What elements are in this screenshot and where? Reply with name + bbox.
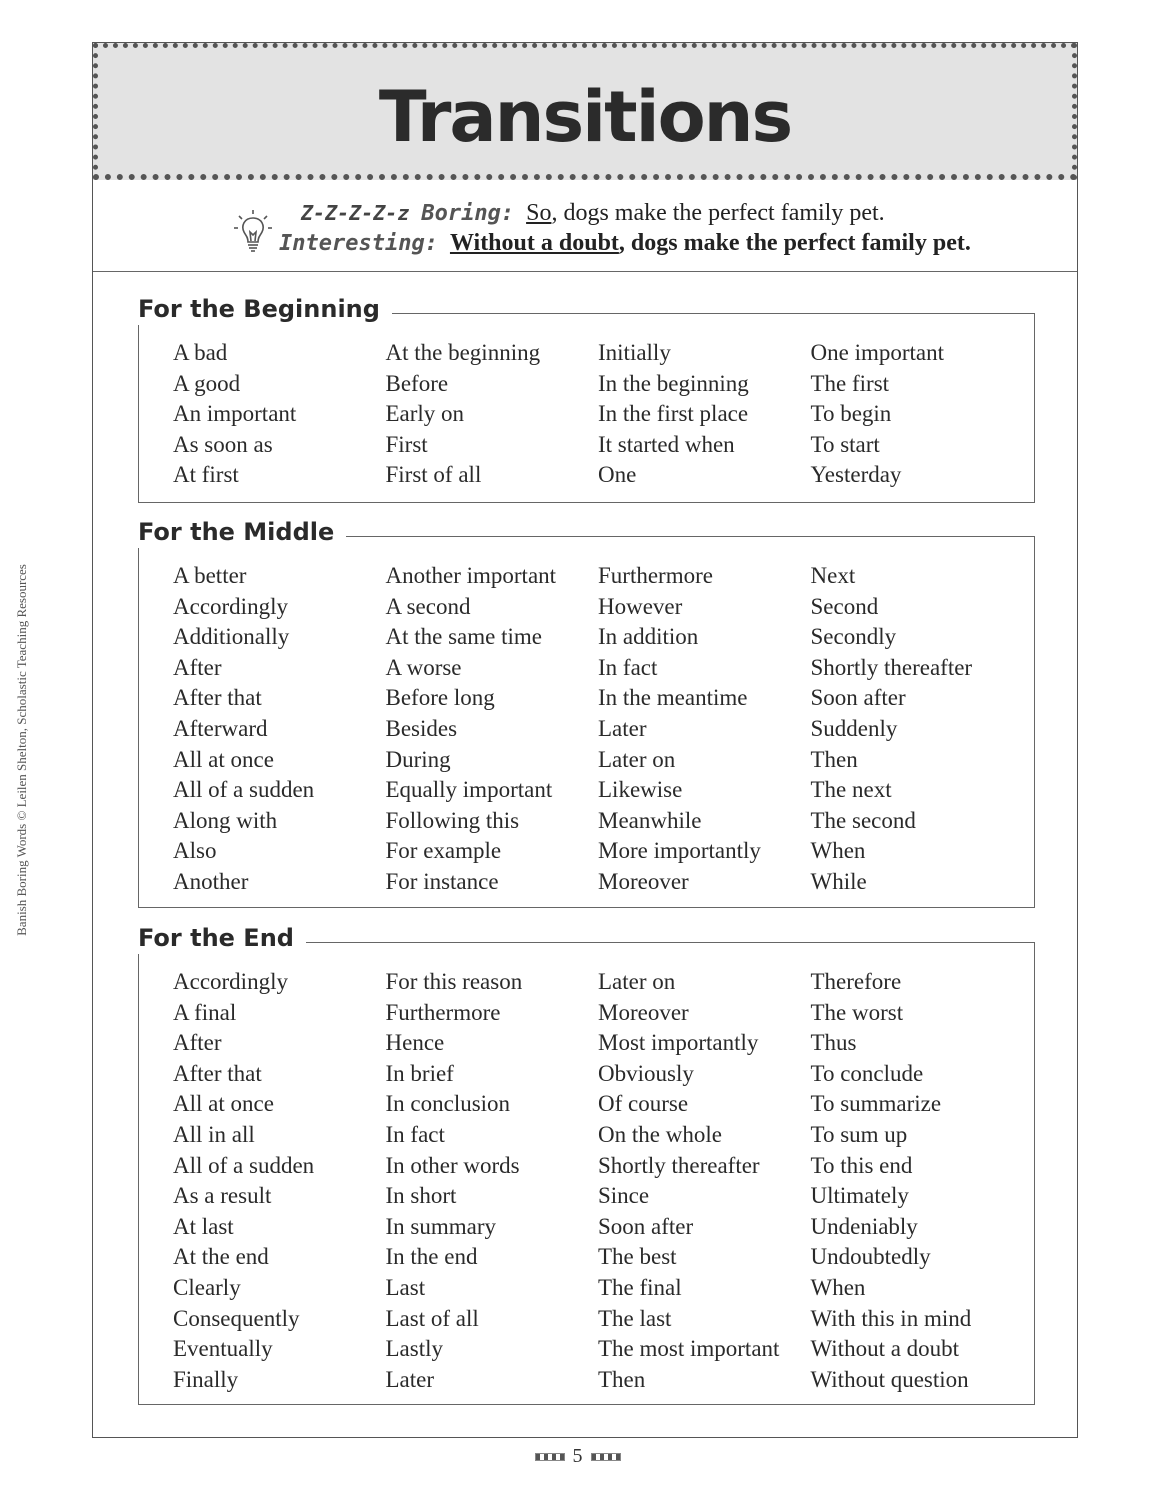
transition-word: In fact — [598, 654, 658, 680]
transition-word: Last of all — [385, 1305, 479, 1331]
transition-word: To summarize — [810, 1091, 942, 1117]
transition-word: Soon after — [810, 685, 906, 711]
transition-word: Before long — [385, 685, 495, 711]
transition-word: When — [810, 838, 866, 864]
worksheet-page — [92, 42, 1078, 1438]
transition-word: Last — [385, 1274, 426, 1300]
section-heading: For the Beginning — [138, 293, 392, 325]
transition-word: Along with — [173, 807, 278, 833]
transition-word: Obviously — [598, 1060, 694, 1086]
transition-word: Second — [810, 593, 879, 619]
transition-word: All of a sudden — [173, 1152, 315, 1178]
transition-word: The worst — [810, 999, 904, 1025]
transition-word: After — [173, 654, 222, 680]
transition-word: The best — [598, 1244, 677, 1270]
transition-word: Moreover — [598, 999, 689, 1025]
transition-word: Since — [598, 1183, 650, 1209]
transition-word: All at once — [173, 746, 274, 772]
transition-word: To sum up — [810, 1121, 908, 1147]
transition-word: Shortly thereafter — [810, 654, 973, 680]
transition-word: The most important — [598, 1336, 780, 1362]
transition-word: At the same time — [385, 624, 542, 650]
transition-word: Eventually — [173, 1336, 273, 1362]
example-panel — [93, 180, 1077, 272]
transition-word: At the end — [173, 1244, 269, 1270]
transition-word: Also — [173, 838, 217, 864]
transition-word: While — [810, 868, 867, 894]
transition-word: Additionally — [173, 624, 290, 650]
transition-word: One important — [810, 340, 944, 365]
interesting-example — [279, 230, 971, 257]
transition-word: Later — [598, 715, 647, 741]
word-column — [386, 561, 599, 898]
transition-word: A final — [173, 999, 237, 1025]
transition-word: During — [385, 746, 451, 772]
transition-word: Accordingly — [173, 593, 288, 619]
transition-word: Undeniably — [810, 1213, 918, 1239]
transition-word: Equally important — [385, 777, 553, 803]
boring-label: Boring: — [421, 201, 515, 226]
transition-word: Then — [598, 1366, 646, 1392]
section-beginning — [138, 293, 1035, 503]
word-column — [598, 967, 811, 1395]
transition-word: First of all — [385, 462, 482, 488]
transition-word: All of a sudden — [173, 777, 315, 803]
transition-word: When — [810, 1274, 866, 1300]
transition-word: A good — [173, 370, 241, 396]
transition-word: Following this — [385, 807, 520, 833]
transition-word: As soon as — [173, 431, 273, 457]
transition-word: A second — [385, 593, 471, 619]
word-columns — [173, 338, 1023, 491]
word-column — [811, 967, 1024, 1395]
transition-word: Clearly — [173, 1274, 241, 1300]
section-end — [138, 922, 1035, 1405]
transition-word: The first — [810, 370, 890, 396]
transition-word: Hence — [385, 1030, 445, 1056]
transition-word: To conclude — [810, 1060, 924, 1086]
dots-left-decoration — [535, 1453, 565, 1461]
word-columns — [173, 561, 1023, 898]
page-footer — [0, 1445, 1155, 1468]
transition-word: Later on — [598, 746, 676, 772]
transition-word: In fact — [385, 1121, 445, 1147]
word-column — [811, 561, 1024, 898]
transition-word: Thus — [810, 1030, 857, 1056]
transition-word: In the meantime — [598, 685, 748, 711]
transition-word: An important — [173, 401, 297, 427]
transition-word: As a result — [173, 1183, 272, 1209]
transition-word: Besides — [385, 715, 458, 741]
dots-right-decoration — [591, 1453, 621, 1461]
transition-word: Afterward — [173, 715, 268, 741]
transition-word: However — [598, 593, 683, 619]
transition-word: Furthermore — [598, 563, 713, 588]
transition-word: Suddenly — [810, 715, 898, 741]
page-title: Transitions — [378, 76, 792, 158]
boring-sentence — [526, 200, 885, 226]
boring-example — [301, 200, 885, 227]
word-column — [173, 561, 386, 898]
transition-word: For example — [385, 838, 502, 864]
transition-word: Meanwhile — [598, 807, 702, 833]
transition-word: To begin — [810, 401, 892, 427]
transition-word: Without a doubt — [810, 1336, 960, 1362]
transition-word: A worse — [385, 654, 462, 680]
transition-word: The final — [598, 1274, 682, 1300]
transition-word: In summary — [385, 1213, 497, 1239]
transition-word: To start — [810, 431, 880, 457]
interesting-rest: , dogs make the perfect family pet. — [618, 230, 971, 256]
word-column — [811, 338, 1024, 491]
transition-word: On the whole — [598, 1121, 722, 1147]
word-column — [173, 338, 386, 491]
transition-word: Lastly — [385, 1336, 443, 1362]
transition-word: Shortly thereafter — [598, 1152, 760, 1178]
transition-word: It started when — [598, 431, 735, 457]
transition-word: The second — [810, 807, 916, 833]
transition-word: Likewise — [598, 777, 683, 803]
transition-word: At last — [173, 1213, 234, 1239]
section-heading: For the End — [138, 922, 306, 954]
page-number: 5 — [572, 1445, 583, 1467]
transition-word: Furthermore — [385, 999, 501, 1025]
transition-word: At first — [173, 462, 239, 488]
boring-rest: , dogs make the perfect family pet. — [551, 200, 885, 226]
transition-word: Accordingly — [173, 969, 288, 994]
side-credit: Banish Boring Words © Leilen Shelton, Scholastic Teaching Resources — [14, 564, 29, 936]
transition-word: All at once — [173, 1091, 274, 1117]
transition-word: After that — [173, 1060, 262, 1086]
transition-word: The next — [810, 777, 892, 803]
transition-word: Soon after — [598, 1213, 694, 1239]
transition-word: Finally — [173, 1366, 239, 1392]
transition-word: In the end — [385, 1244, 478, 1270]
transition-word: Then — [810, 746, 858, 772]
transition-word: A better — [173, 563, 247, 588]
transition-word: In the beginning — [598, 370, 749, 396]
title-banner — [93, 43, 1077, 180]
lightbulb-icon — [233, 208, 273, 258]
transition-word: For instance — [385, 868, 499, 894]
boring-underlined: So — [526, 200, 552, 226]
transition-word: The last — [598, 1305, 672, 1331]
transition-word: In short — [385, 1183, 457, 1209]
transition-word: More importantly — [598, 838, 761, 864]
transition-word: Of course — [598, 1091, 689, 1117]
section-heading: For the Middle — [138, 516, 346, 548]
word-column — [386, 967, 599, 1395]
section-middle — [138, 516, 1035, 908]
transition-word: A bad — [173, 340, 228, 365]
transition-word: Therefore — [810, 969, 902, 994]
transition-word: All in all — [173, 1121, 255, 1147]
transition-word: Most importantly — [598, 1030, 759, 1056]
transition-word: In brief — [385, 1060, 454, 1086]
word-column — [386, 338, 599, 491]
transition-word: Yesterday — [810, 462, 902, 488]
transition-word: Consequently — [173, 1305, 300, 1331]
transition-word: In conclusion — [385, 1091, 511, 1117]
transition-word: Moreover — [598, 868, 689, 894]
interesting-underlined: Without a doubt — [449, 230, 619, 256]
interesting-label: Interesting: — [279, 231, 438, 256]
word-column — [598, 561, 811, 898]
transition-word: With this in mind — [810, 1305, 972, 1331]
transition-word: First — [385, 431, 428, 457]
transition-word: Another — [173, 868, 249, 894]
transition-word: One — [598, 462, 637, 488]
word-columns — [173, 967, 1023, 1395]
zzz-label: Z-Z-Z-Z-z — [301, 201, 410, 225]
transition-word: In addition — [598, 624, 699, 650]
transition-word: Secondly — [810, 624, 897, 650]
transition-word: In other words — [385, 1152, 520, 1178]
transition-word: After that — [173, 685, 262, 711]
transition-word: Later — [385, 1366, 435, 1392]
transition-word: Undoubtedly — [810, 1244, 931, 1270]
word-column — [598, 338, 811, 491]
transition-word: For this reason — [385, 969, 523, 994]
transition-word: Another important — [385, 563, 557, 588]
transition-word: Next — [810, 563, 856, 588]
transition-word: Initially — [598, 340, 671, 365]
transition-word: After — [173, 1030, 222, 1056]
transition-word: Ultimately — [810, 1183, 909, 1209]
word-column — [173, 967, 386, 1395]
interesting-sentence — [450, 230, 971, 256]
transition-word: Later on — [598, 969, 676, 994]
transition-word: Before — [385, 370, 449, 396]
transition-word: To this end — [810, 1152, 913, 1178]
transition-word: In the first place — [598, 401, 749, 427]
transition-word: Without question — [810, 1366, 969, 1392]
transition-word: Early on — [385, 401, 465, 427]
transition-word: At the beginning — [385, 340, 541, 365]
